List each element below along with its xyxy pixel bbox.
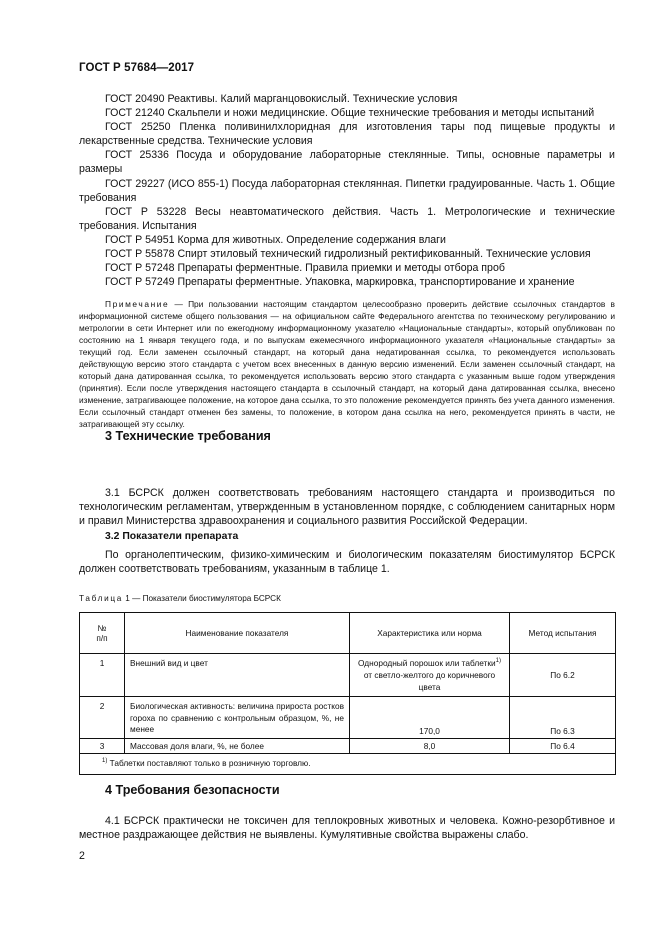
reference-title: Препараты ферментные. Упаковка, маркировка, транспортирование и хранение [177, 276, 575, 289]
row-method: По 6.2 [510, 654, 616, 697]
row-characteristic: Однородный порошок или таблетки$^{1)}$ от светло-желтого до коричневого цвета [350, 654, 510, 697]
reference-code: ГОСТ Р 54951 [105, 233, 175, 246]
section-4-heading: 4 Требования безопасности [105, 783, 280, 797]
header-num: № п/п [80, 613, 125, 654]
page-number: 2 [79, 850, 85, 862]
row-characteristic: 8,0 [350, 738, 510, 753]
normative-references-list [79, 92, 615, 289]
reference-code: ГОСТ 21240 [105, 107, 165, 120]
reference-title: Посуда лабораторная стеклянная. Пипетки градуированные. Часть 1. Общие требования [79, 177, 615, 204]
reference-item [79, 92, 615, 106]
reference-title: Посуда и оборудование лабораторные стеклянные. Типы, основные параметры и размеры [79, 149, 615, 176]
reference-item [79, 233, 615, 247]
row-characteristic: 170,0 [350, 697, 510, 739]
clause-4-1: 4.1 БСРСК практически не токсичен для теплокровных животных и человека. Кожно-резорбтивное и местное раздражающее действия не выявлены. Кумулятивные свойства выражены слабо. [79, 815, 615, 842]
reference-code: ГОСТ 29227 (ИСО 855-1) [105, 177, 229, 190]
reference-title: Реактивы. Калий марганцовокислый. Технические условия [167, 93, 458, 105]
reference-item [79, 247, 615, 261]
reference-title: Препараты ферментные. Правила приемки и методы отбора проб [177, 262, 505, 275]
table-footnote [80, 753, 616, 774]
row-num: 3 [80, 738, 125, 753]
reference-code: ГОСТ Р 53228 [105, 205, 187, 218]
header-characteristic: Характеристика или норма [350, 613, 510, 654]
table-row [80, 697, 616, 739]
row-method: По 6.3 [510, 697, 616, 739]
clause-3-2-text: По органолептическим, физико-химическим и биологическим показателям биостимулятор БСРСК должен соответствовать требованиям, указанным в таблице 1. [79, 549, 615, 576]
reference-title: Пленка поливинилхлоридная для изготовления тары под пищевые продукты и лекарственные средства. Технические условия [79, 121, 615, 148]
reference-item [79, 148, 615, 176]
footnote-ref: 1) [495, 658, 501, 665]
reference-item [79, 261, 615, 275]
row-name: Внешний вид и цвет [125, 654, 350, 697]
reference-item [79, 205, 615, 233]
clause-3-1: 3.1 БСРСК должен соответствовать требованиям настоящего стандарта и производиться по технологическим регламентам, утвержденным в установленном порядке, с соблюдением санитарных норм и правил Министерства здравоохранения и социального развития Российской Федерации. [79, 487, 615, 528]
row-num: 1 [80, 654, 125, 697]
reference-code: ГОСТ 20490 [105, 93, 165, 105]
row-name: Массовая доля влаги, %, не более [125, 738, 350, 753]
table-caption-title: 1 — Показатели биостимулятора БСРСК [125, 594, 281, 603]
footnote-text: Таблетки поставляют только в розничную торговлю. [109, 757, 311, 768]
footnote-mark: 1) [102, 757, 108, 764]
clause-3-2-heading: 3.2 Показатели препарата [105, 531, 239, 542]
reference-code: ГОСТ Р 55878 [105, 248, 175, 261]
reference-title: Весы неавтоматического действия. Часть 1. Метрологические и технические требования. Испытания [79, 205, 616, 232]
table-header-row [80, 613, 616, 654]
table-row [80, 654, 616, 697]
indicators-table [79, 612, 616, 775]
reference-code: ГОСТ 25250 [105, 121, 171, 134]
reference-item [79, 275, 615, 289]
document-header: ГОСТ Р 57684—2017 [79, 62, 195, 74]
note-label: Примечание [105, 299, 170, 309]
table-caption-label: Таблица [79, 594, 124, 603]
header-name: Наименование показателя [125, 613, 350, 654]
reference-title: Спирт этиловый технический гидролизный ректификованный. Технические условия [177, 248, 591, 261]
row-num: 2 [80, 697, 125, 739]
reference-title: Корма для животных. Определение содержания влаги [177, 233, 446, 246]
table-footnote-row [80, 753, 616, 774]
reference-code: ГОСТ Р 57249 [105, 276, 175, 289]
reference-item [79, 106, 615, 120]
reference-item [79, 177, 615, 205]
reference-code: ГОСТ Р 57248 [105, 262, 175, 275]
header-method: Метод испытания [510, 613, 616, 654]
table-row [80, 738, 616, 753]
row-method: По 6.4 [510, 738, 616, 753]
section-3-heading: 3 Технические требования [105, 429, 271, 443]
note-text: — При пользовании настоящим стандартом целесообразно проверить действие ссылочных стандартов в информационной системе общего пользования — на официальном сайте Федерального агентства по техническому регулированию и метрологии в сети Интернет или по ежегодному информационному указателю «Национальные стандарты», который опубликован по состоянию на 1 января текущего года, и по выпускам ежемесячного информационного указателя «Национальные стандарты» за текущий год. Если заменен ссылочный стандарт, на который дана недатированная ссылка, то рекомендуется использовать действующую версию этого стандарта с учетом всех внесенных в данную версию изменений. Если заменен ссылочный стандарт, на который дана датированная ссылка, то рекомендуется использовать версию этого стандарта с указанным выше годом утверждения (принятия). Если после утверждения настоящего стандарта в ссылочный стандарт, на который дана датированная ссылка, внесено изменение, затрагивающее положение, на которое дана ссылка, то это положение рекомендуется принять без учета данного изменения. Если ссылочный стандарт отменен без замены, то положение, в котором дана ссылка на него, рекомендуется принять в части, не затрагивающей эту ссылку. [79, 299, 615, 430]
reference-item [79, 120, 615, 148]
table-caption [79, 594, 281, 603]
reference-title: Скальпели и ножи медицинские. Общие технические требования и методы испытаний [167, 107, 595, 120]
reference-code: ГОСТ 25336 [105, 149, 169, 162]
references-note [79, 298, 615, 431]
row-name: Биологическая активность: величина прироста ростков гороха по сравнению с контрольным образцом, %, не менее [125, 697, 350, 739]
